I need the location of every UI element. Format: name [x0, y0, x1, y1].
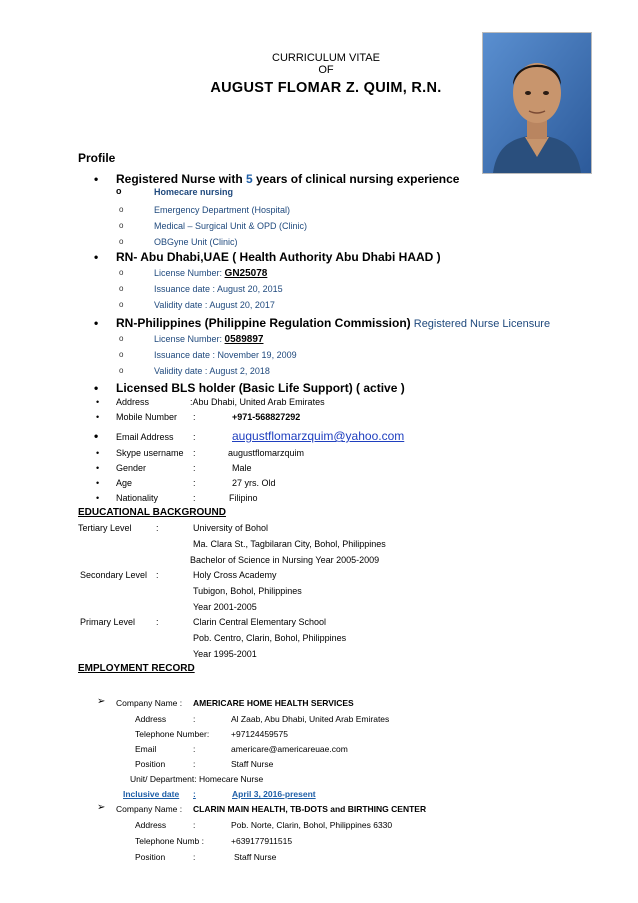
primary-year: Year 1995-2001	[193, 649, 257, 659]
circle-bullet-icon: o	[119, 300, 124, 309]
address-label: Address	[116, 397, 150, 407]
rn-experience-line	[116, 172, 459, 186]
exp-item: Emergency Department (Hospital)	[154, 205, 291, 215]
ph-license-heading	[116, 316, 550, 330]
tertiary-degree: Bachelor of Science in Nursing Year 2005-2009	[190, 555, 380, 565]
company-name: CLARIN MAIN HEALTH, TB-DOTS and BIRTHING CENTER	[193, 804, 427, 814]
rn-experience-text-b: years of clinical nursing experience	[252, 172, 460, 186]
ph-validity-date: Validity date : August 2, 2018	[154, 366, 270, 376]
job-position-label: Position	[135, 759, 166, 769]
age-label: Age	[116, 478, 133, 488]
ph-license-title: RN-Philippines (Philippine Regulation Commission)	[116, 316, 411, 330]
job-address-label: Address	[135, 820, 167, 830]
inclusive-date-value: April 3, 2016-present	[232, 789, 316, 799]
nationality-value: Filipino	[229, 493, 258, 503]
colon: :	[156, 617, 159, 627]
colon: :	[193, 463, 196, 473]
circle-bullet-icon: o	[119, 205, 124, 214]
mobile-label: Mobile Number	[116, 412, 178, 422]
bullet-icon: •	[96, 463, 100, 473]
uae-issuance-date: Issuance date : August 20, 2015	[154, 284, 283, 294]
address-value: :Abu Dhabi, United Arab Emirates	[190, 397, 325, 407]
colon: :	[193, 820, 196, 830]
job-address-label: Address	[135, 714, 167, 724]
inclusive-colon: :	[193, 789, 196, 799]
uae-license-label: License Number:	[154, 268, 225, 278]
uae-license-number	[154, 268, 267, 279]
applicant-name: AUGUST FLOMAR Z. QUIM, R.N.	[210, 80, 442, 96]
job-position-value: Staff Nurse	[231, 759, 274, 769]
bls-line: Licensed BLS holder (Basic Life Support) ( active )	[116, 381, 405, 395]
arrow-bullet-icon: ➢	[97, 802, 106, 813]
inclusive-date-label: Inclusive date	[123, 789, 180, 799]
tertiary-school: University of Bohol	[193, 523, 269, 533]
bullet-icon: •	[94, 381, 99, 395]
job-address-value: Al Zaab, Abu Dhabi, United Arab Emirates	[231, 714, 390, 724]
bullet-icon: •	[96, 397, 100, 407]
company-label: Company Name :	[116, 804, 183, 814]
secondary-school: Holy Cross Academy	[193, 570, 277, 580]
job-position-value: Staff Nurse	[234, 852, 277, 862]
job-tel-value: +639177911515	[231, 836, 293, 846]
skype-label: Skype username	[116, 448, 184, 458]
bullet-icon: •	[94, 172, 99, 186]
uae-license-value: GN25078	[224, 268, 268, 279]
rn-experience-text-a: Registered Nurse with	[116, 172, 247, 186]
age-value: 27 yrs. Old	[232, 478, 276, 488]
exp-item: Medical – Surgical Unit & OPD (Clinic)	[154, 221, 308, 231]
ph-issuance-date: Issuance date : November 19, 2009	[154, 350, 297, 360]
skype-value: augustflomarzquim	[228, 448, 305, 458]
cv-title: CURRICULUM VITAE	[272, 52, 380, 64]
job-tel-label: Telephone Numb :	[135, 836, 204, 846]
homecare-item: Homecare nursing	[154, 187, 234, 197]
colon: :	[156, 523, 159, 533]
job-unit: Unit/ Department: Homecare Nurse	[130, 774, 264, 784]
bullet-icon: •	[94, 429, 99, 443]
secondary-year: Year 2001-2005	[193, 602, 257, 612]
colon: :	[193, 478, 196, 488]
ph-license-label: License Number:	[154, 334, 225, 344]
ph-license-suffix: Registered Nurse Licensure	[410, 318, 551, 330]
circle-bullet-icon: o	[119, 284, 124, 293]
circle-bullet-icon: o	[119, 268, 124, 277]
ph-license-number	[154, 334, 263, 345]
bullet-icon: •	[94, 250, 99, 264]
secondary-address: Tubigon, Bohol, Philippines	[193, 586, 302, 596]
colon: :	[193, 852, 196, 862]
primary-address: Pob. Centro, Clarin, Bohol, Philippines	[193, 633, 347, 643]
arrow-bullet-icon: ➢	[97, 696, 106, 707]
uae-validity-date: Validity date : August 20, 2017	[154, 300, 275, 310]
job-tel-value: +97124459575	[231, 729, 288, 739]
education-heading: EDUCATIONAL BACKGROUND	[78, 507, 226, 518]
profile-photo	[482, 32, 592, 174]
primary-school: Clarin Central Elementary School	[193, 617, 327, 627]
job-tel-label: Telephone Number:	[135, 729, 210, 739]
uae-license-heading: RN- Abu Dhabi,UAE ( Health Authority Abu Dhabi HAAD )	[116, 250, 441, 264]
tertiary-address: Ma. Clara St., Tagbilaran City, Bohol, Philippines	[193, 539, 386, 549]
colon: :	[193, 432, 196, 442]
nationality-label: Nationality	[116, 493, 159, 503]
email-label: Email Address	[116, 432, 174, 442]
circle-bullet-icon: o	[116, 186, 122, 196]
bullet-icon: •	[94, 316, 99, 330]
colon: :	[193, 412, 196, 422]
circle-bullet-icon: o	[119, 366, 124, 375]
primary-label: Primary Level	[80, 617, 136, 627]
ph-license-value: 0589897	[224, 334, 264, 345]
secondary-label: Secondary Level	[80, 570, 148, 580]
mobile-value: +971-568827292	[232, 412, 301, 422]
job-email-value: americare@americareuae.com	[231, 744, 348, 754]
profile-heading: Profile	[78, 151, 116, 165]
company-name: AMERICARE HOME HEALTH SERVICES	[193, 698, 354, 708]
colon: :	[193, 759, 196, 769]
colon: :	[193, 448, 196, 458]
circle-bullet-icon: o	[119, 237, 124, 246]
exp-item: OBGyne Unit (Clinic)	[154, 237, 238, 247]
colon: :	[193, 744, 196, 754]
bullet-icon: •	[96, 412, 100, 422]
colon: :	[193, 493, 196, 503]
colon: :	[156, 570, 159, 580]
job-address-value: Pob. Norte, Clarin, Bohol, Philippines 6330	[231, 820, 393, 830]
bullet-icon: •	[96, 478, 100, 488]
bullet-icon: •	[96, 448, 100, 458]
circle-bullet-icon: o	[119, 334, 124, 343]
company-label: Company Name :	[116, 698, 183, 708]
tertiary-label: Tertiary Level	[78, 523, 132, 533]
job-email-label: Email	[135, 744, 157, 754]
cv-of: OF	[318, 64, 334, 76]
job-position-label: Position	[135, 852, 166, 862]
employment-heading: EMPLOYMENT RECORD	[78, 663, 195, 674]
rn-years: 5	[246, 172, 253, 186]
colon: :	[193, 714, 196, 724]
circle-bullet-icon: o	[119, 350, 124, 359]
gender-value: Male	[232, 463, 252, 473]
gender-label: Gender	[116, 463, 147, 473]
circle-bullet-icon: o	[119, 221, 124, 230]
email-link[interactable]: augustflomarzquim@yahoo.com	[232, 429, 405, 443]
bullet-icon: •	[96, 493, 100, 503]
